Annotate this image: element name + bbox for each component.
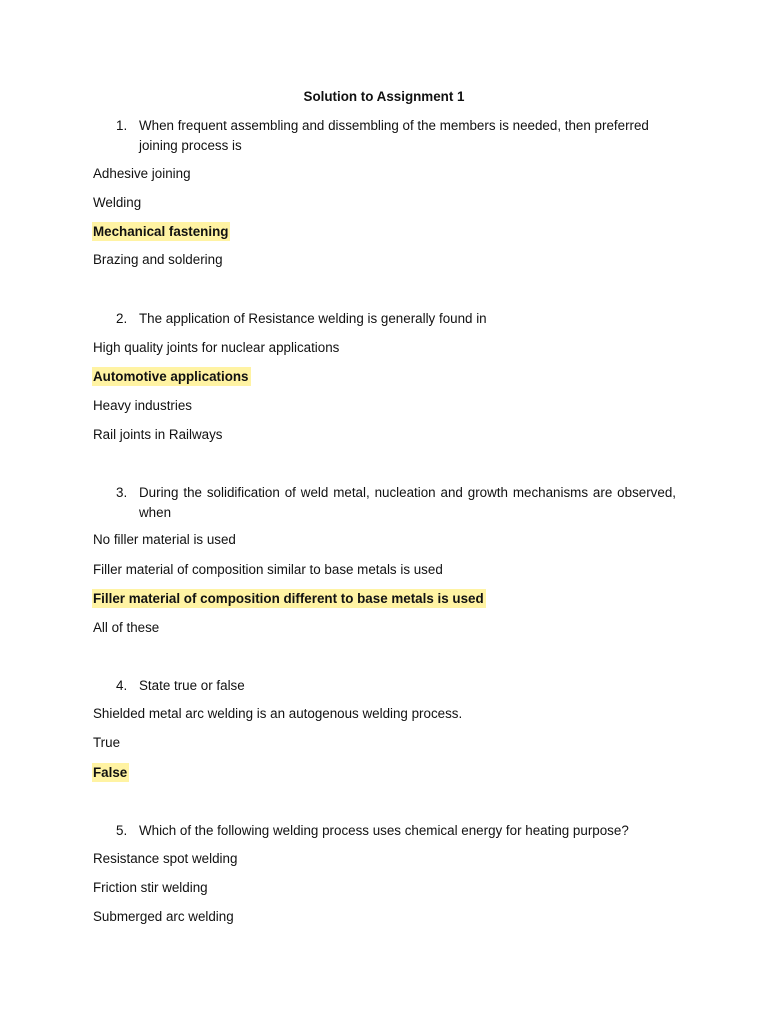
option-q3-d: All of these bbox=[93, 620, 160, 635]
question-number: 5. bbox=[116, 823, 128, 838]
document-title: Solution to Assignment 1 bbox=[303, 89, 465, 104]
question-4 bbox=[116, 676, 676, 696]
option-q3-a: No filler material is used bbox=[93, 532, 236, 547]
answer-q4: False bbox=[93, 765, 128, 780]
option-q5-b: Friction stir welding bbox=[93, 880, 208, 895]
option-q4-true: True bbox=[93, 735, 121, 750]
option-q1-a: Adhesive joining bbox=[93, 166, 191, 181]
question-text: When frequent assembling and dissembling of the members is needed, then preferred joining process is bbox=[139, 118, 649, 153]
question-number: 1. bbox=[116, 118, 128, 133]
option-q5-a: Resistance spot welding bbox=[93, 851, 238, 866]
question-4-statement: Shielded metal arc welding is an autogenous welding process. bbox=[93, 706, 463, 721]
question-1 bbox=[116, 116, 676, 155]
option-q1-d: Brazing and soldering bbox=[93, 252, 223, 267]
question-number: 4. bbox=[116, 678, 128, 693]
option-q3-b: Filler material of composition similar to base metals is used bbox=[93, 562, 443, 577]
option-q2-d: Rail joints in Railways bbox=[93, 427, 223, 442]
question-text: Which of the following welding process uses chemical energy for heating purpose? bbox=[139, 823, 629, 838]
option-q5-c: Submerged arc welding bbox=[93, 909, 234, 924]
question-2 bbox=[116, 309, 676, 329]
question-text: The application of Resistance welding is generally found in bbox=[139, 311, 487, 326]
question-3 bbox=[116, 483, 676, 522]
question-text: State true or false bbox=[139, 678, 245, 693]
answer-q3: Filler material of composition different to base metals is used bbox=[93, 591, 484, 606]
question-number: 3. bbox=[116, 485, 128, 500]
option-q2-a: High quality joints for nuclear applications bbox=[93, 340, 340, 355]
question-5 bbox=[116, 821, 676, 841]
question-text: During the solidification of weld metal, nucleation and growth mechanisms are observed, when bbox=[139, 485, 676, 520]
answer-q1: Mechanical fastening bbox=[93, 224, 229, 239]
question-number: 2. bbox=[116, 311, 128, 326]
answer-q2: Automotive applications bbox=[93, 369, 249, 384]
option-q2-c: Heavy industries bbox=[93, 398, 192, 413]
option-q1-b: Welding bbox=[93, 195, 142, 210]
